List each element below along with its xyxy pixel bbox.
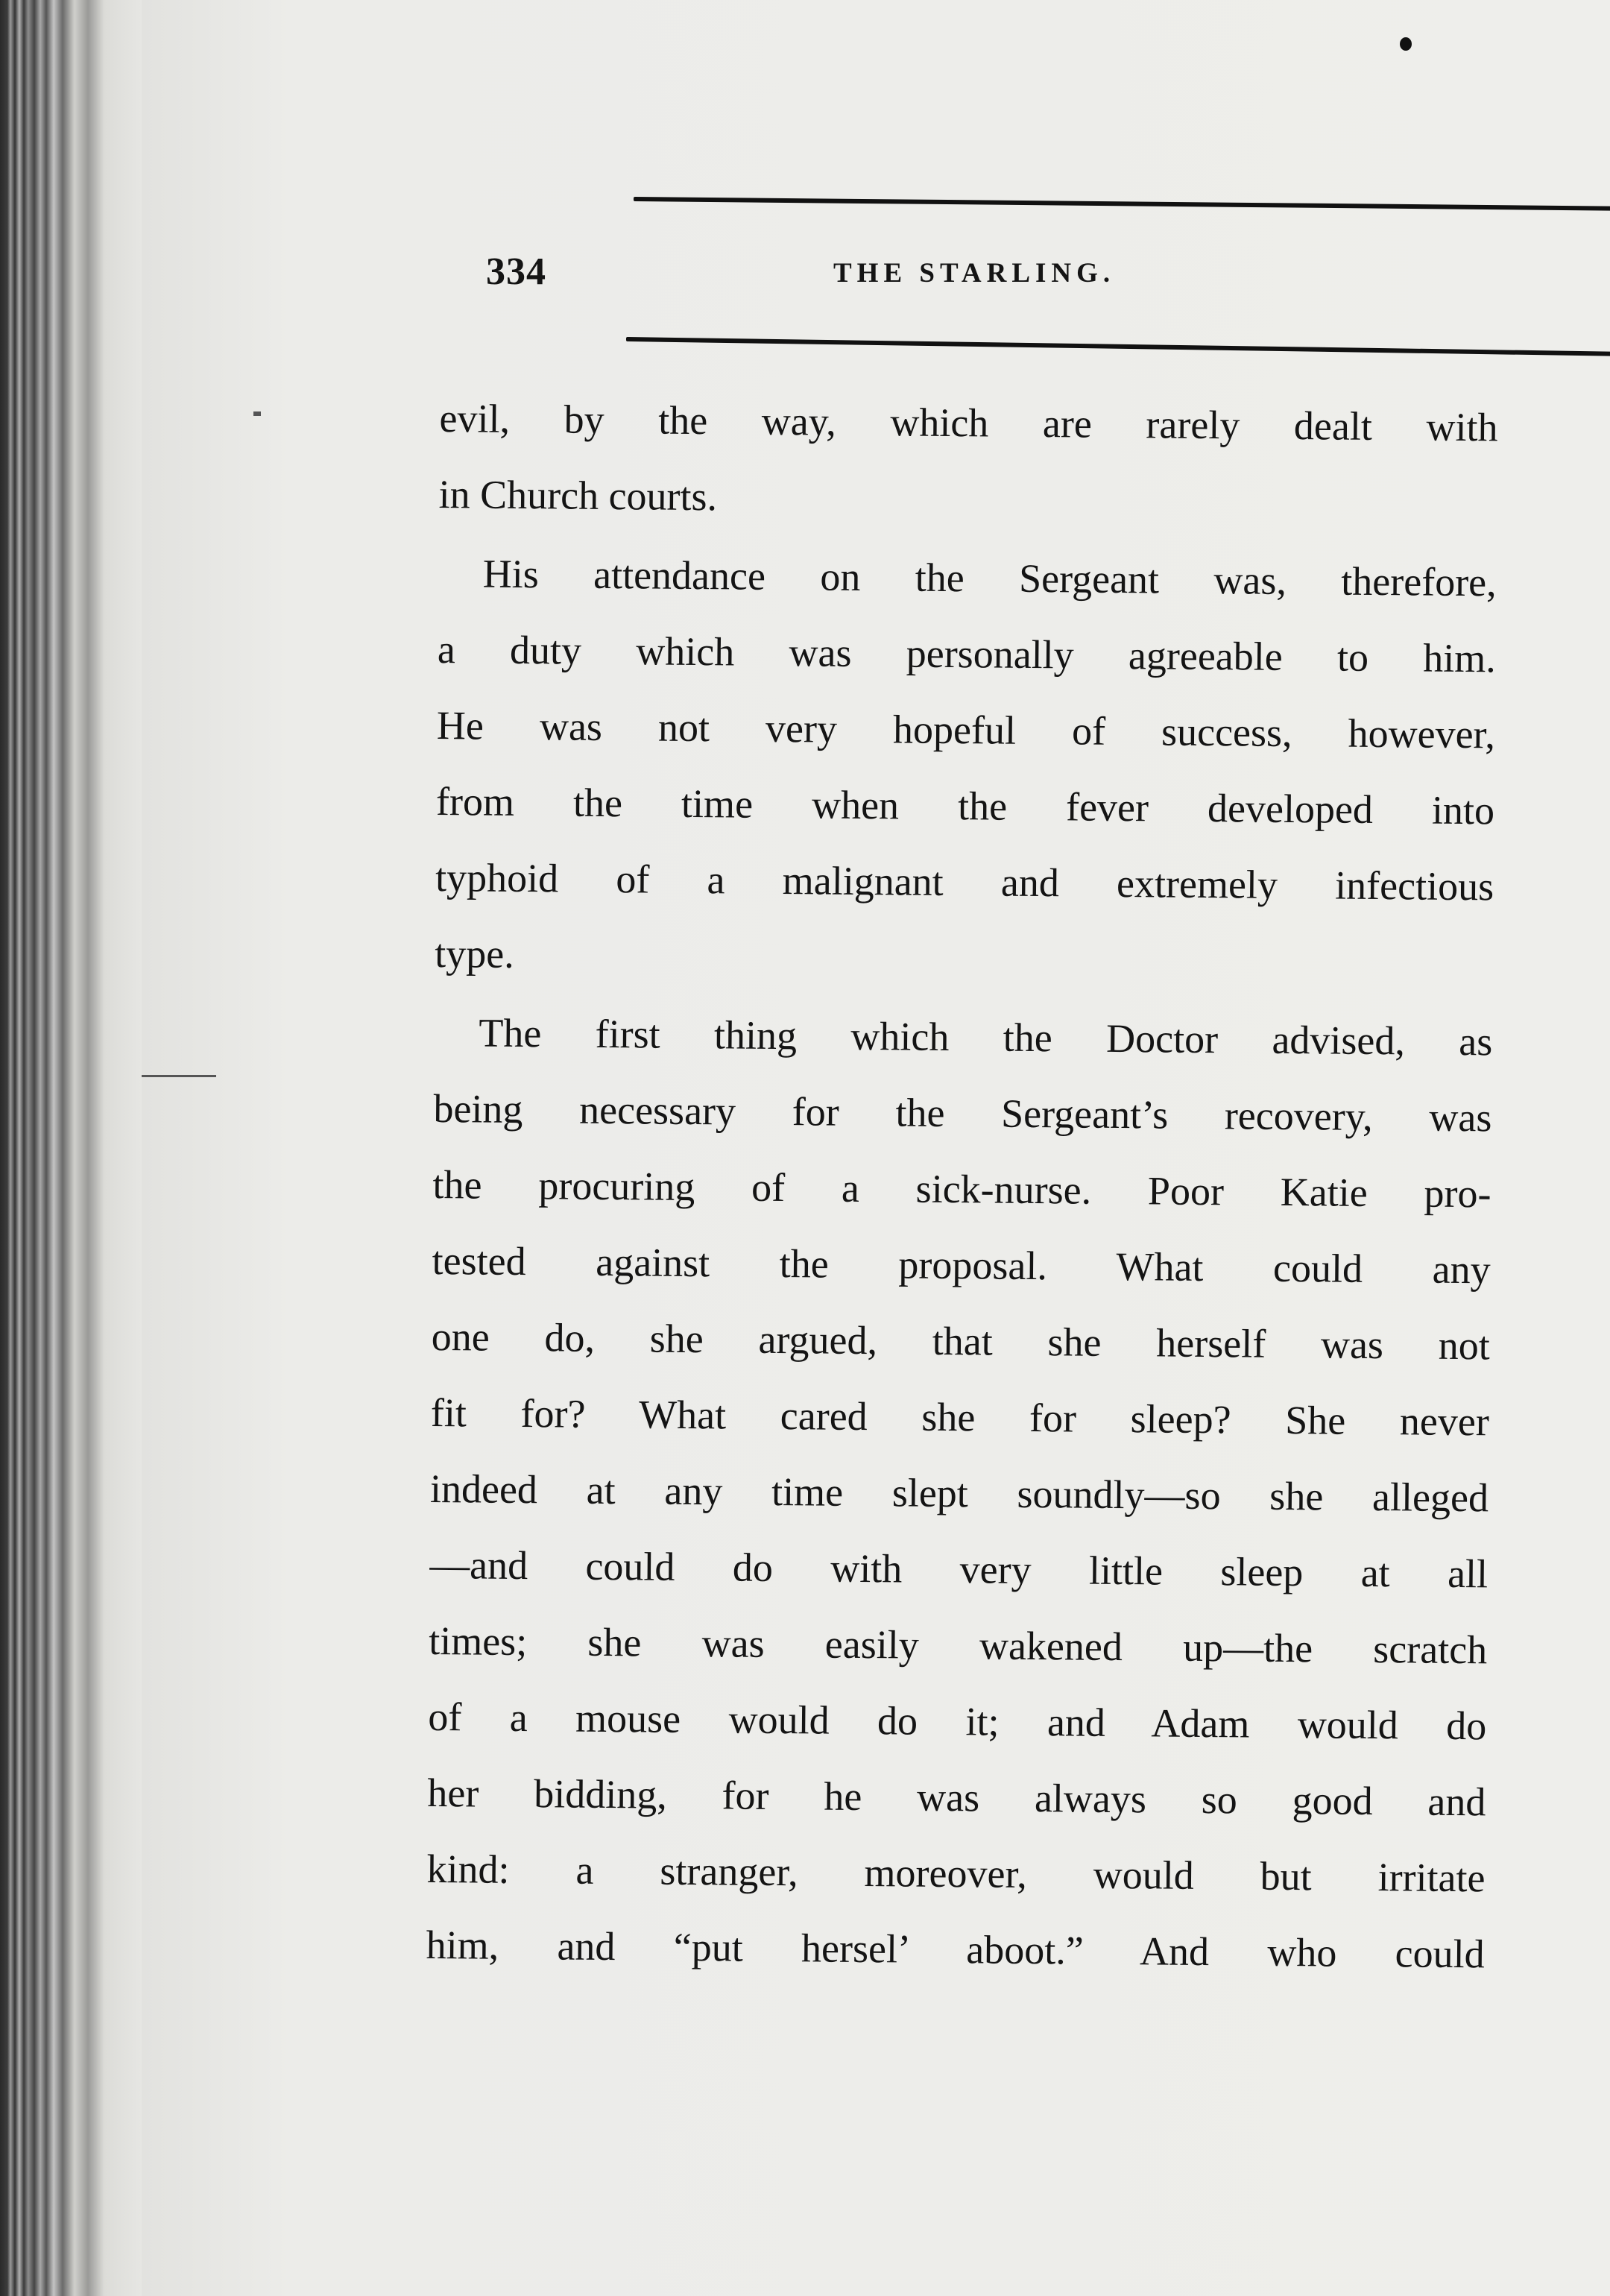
text-line: typhoid of a malignant and extremely infectious bbox=[435, 854, 1494, 909]
text-line: fit for? What cared she for sleep? She never bbox=[430, 1390, 1490, 1445]
running-title: THE STARLING. bbox=[833, 258, 1116, 288]
margin-mark bbox=[142, 1075, 216, 1077]
text-line: of a mouse would do it; and Adam would do bbox=[428, 1694, 1487, 1749]
text-line: being necessary for the Sergeant’s recovery, was bbox=[433, 1085, 1492, 1141]
header-rule-bottom bbox=[626, 337, 1610, 356]
text-line: a duty which was personally agreeable to him. bbox=[437, 626, 1497, 681]
page-number: 334 bbox=[486, 250, 546, 293]
body-text bbox=[426, 380, 1498, 1992]
text-line: him, and “put hersel’ aboot.” And who could bbox=[426, 1922, 1485, 1977]
text-line: times; she was easily wakened up—the scratch bbox=[428, 1618, 1488, 1673]
text-line: from the time when the fever developed into bbox=[435, 778, 1495, 833]
text-line: indeed at any time slept soundly—so she alleged bbox=[429, 1466, 1489, 1521]
text-line: His attendance on the Sergeant was, therefore, bbox=[482, 551, 1497, 605]
text-line: evil, by the way, which are rarely dealt with bbox=[439, 395, 1498, 450]
book-gutter-edge bbox=[0, 0, 142, 2296]
header-rule-top bbox=[634, 197, 1610, 211]
text-line: —and could do with very little sleep at all bbox=[429, 1542, 1489, 1597]
text-line: the procuring of a sick-nurse. Poor Katie pro- bbox=[432, 1161, 1491, 1217]
text-line: He was not very hopeful of success, however, bbox=[436, 702, 1496, 757]
text-line: The first thing which the Doctor advised, as bbox=[479, 1010, 1493, 1065]
margin-mark bbox=[253, 411, 261, 416]
ink-speck bbox=[1400, 37, 1412, 51]
text-line: one do, she argued, that she herself was not bbox=[431, 1313, 1491, 1369]
text-line: kind: a stranger, moreover, would but irritate bbox=[426, 1846, 1486, 1901]
text-line: tested against the proposal. What could any bbox=[432, 1237, 1491, 1293]
text-line: her bidding, for he was always so good and bbox=[427, 1770, 1486, 1825]
text-line: type. bbox=[435, 930, 515, 977]
text-line: in Church courts. bbox=[438, 471, 718, 520]
